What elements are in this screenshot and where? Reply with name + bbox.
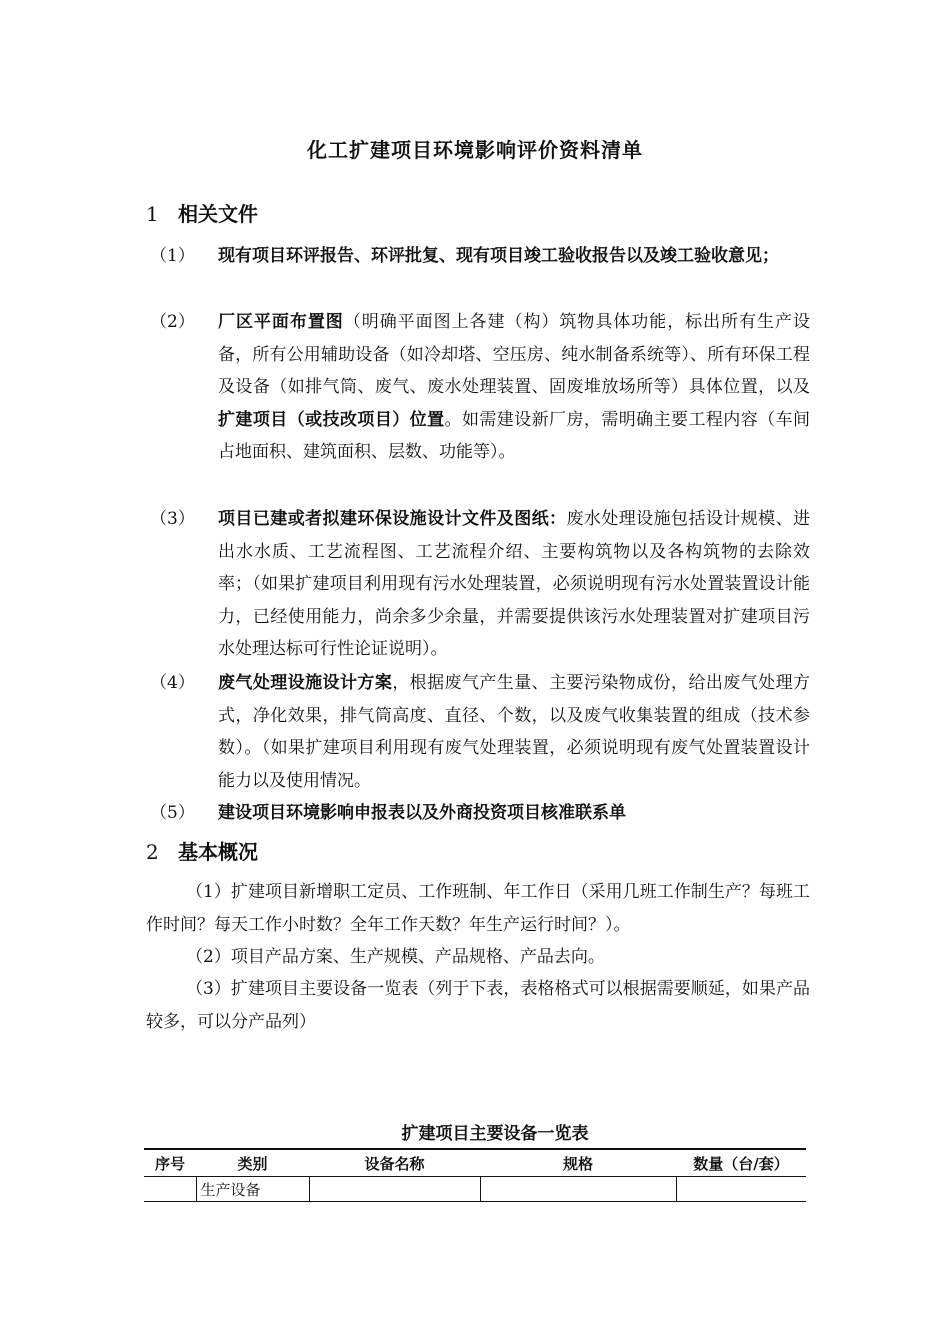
section-2-heading bbox=[146, 836, 258, 865]
list-item-text: 废水处理设施包括设计规模、进出水水质、工艺流程图、工艺流程介绍、主要构筑物以及各构筑物的去除效率；（如果扩建项目利用现有污水处理装置，必须说明现有污水处置装置设计能力，已经使用能力，尚余多少余量，并需要提供该污水处理装置对扩建项目污水处理达标可行性论证说明）。 bbox=[218, 509, 810, 659]
column-header-spec: 规格 bbox=[480, 1149, 676, 1177]
section-1-number: 1 bbox=[146, 202, 159, 226]
paragraph: （2）项目产品方案、生产规模、产品规格、产品去向。 bbox=[186, 947, 605, 967]
list-item-index: （2） bbox=[150, 312, 195, 332]
paragraph: （3）扩建项目主要设备一览表（列于下表，表格格式可以根据需要顺延，如果产品较多，可以分产品列） bbox=[146, 979, 810, 1032]
table-caption: 扩建项目主要设备一览表 bbox=[401, 1124, 589, 1144]
section-1-heading bbox=[146, 198, 258, 227]
list-item-text: 。如需建设新厂房，需明确主要工程内容（车间占地面积、建筑面积、层数、功能等）。 bbox=[218, 409, 810, 462]
list-item-bold-text: 废气处理设施设计方案 bbox=[218, 673, 393, 693]
paragraph: （1）扩建项目新增职工定员、工作班制、年工作日（采用几班工作制生产？每班工作时间？每天工作小时数？全年工作天数？年生产运行时间？）。 bbox=[146, 882, 810, 935]
list-item-bold-text: 厂区平面布置图 bbox=[218, 312, 344, 332]
list-item bbox=[150, 306, 810, 469]
column-header-index: 序号 bbox=[144, 1149, 196, 1177]
list-item-text: ，根据废气产生量、主要污染物成份，给出废气处理方式，净化效果，排气筒高度、直径、个数，以及废气收集装置的组成（技术参数）。（如果扩建项目利用现有废气处理装置，必须说明现有废气处置装置设计能力以及使用情况。 bbox=[218, 673, 811, 791]
list-item-index: （1） bbox=[150, 246, 195, 266]
list-item-bold-text: 现有项目环评报告、环评批复、现有项目竣工验收报告以及竣工验收意见； bbox=[218, 246, 779, 266]
section-2-number: 2 bbox=[146, 840, 159, 864]
list-item-index: （3） bbox=[150, 509, 195, 529]
document-title: 化工扩建项目环境影响评价资料清单 bbox=[307, 138, 643, 162]
list-item-bold-text: 扩建项目（或技改项目）位置 bbox=[218, 409, 445, 430]
table-cell bbox=[676, 1177, 806, 1202]
section-1-title: 相关文件 bbox=[178, 202, 258, 226]
column-header-name: 设备名称 bbox=[309, 1149, 480, 1177]
table-cell bbox=[144, 1177, 196, 1202]
list-item-index: （4） bbox=[150, 673, 195, 693]
list-item bbox=[150, 667, 810, 797]
section-2-title: 基本概况 bbox=[178, 840, 258, 864]
list-item bbox=[150, 503, 810, 666]
table-cell bbox=[480, 1177, 676, 1202]
list-item bbox=[150, 240, 810, 273]
list-item-text: （明确平面图上各建（构）筑物具体功能，标出所有生产设备，所有公用辅助设备（如冷却塔、空压房、纯水制备系统等）、所有环保工程及设备（如排气筒、废气、废水处理装置、固废堆放场所等）具体位置，以及 bbox=[218, 312, 810, 397]
table-cell: 生产设备 bbox=[196, 1177, 309, 1202]
table-row bbox=[144, 1177, 806, 1202]
equipment-table bbox=[144, 1148, 806, 1202]
list-item bbox=[150, 797, 810, 830]
list-item-index: （5） bbox=[150, 803, 195, 823]
table-header-row bbox=[144, 1149, 806, 1177]
column-header-quantity: 数量（台/套） bbox=[676, 1149, 806, 1177]
list-item-bold-text: 建设项目环境影响申报表以及外商投资项目核准联系单 bbox=[218, 803, 626, 823]
list-item-bold-text: 项目已建或者拟建环保设施设计文件及图纸： bbox=[218, 509, 567, 529]
column-header-category: 类别 bbox=[196, 1149, 309, 1177]
table-cell bbox=[309, 1177, 480, 1202]
